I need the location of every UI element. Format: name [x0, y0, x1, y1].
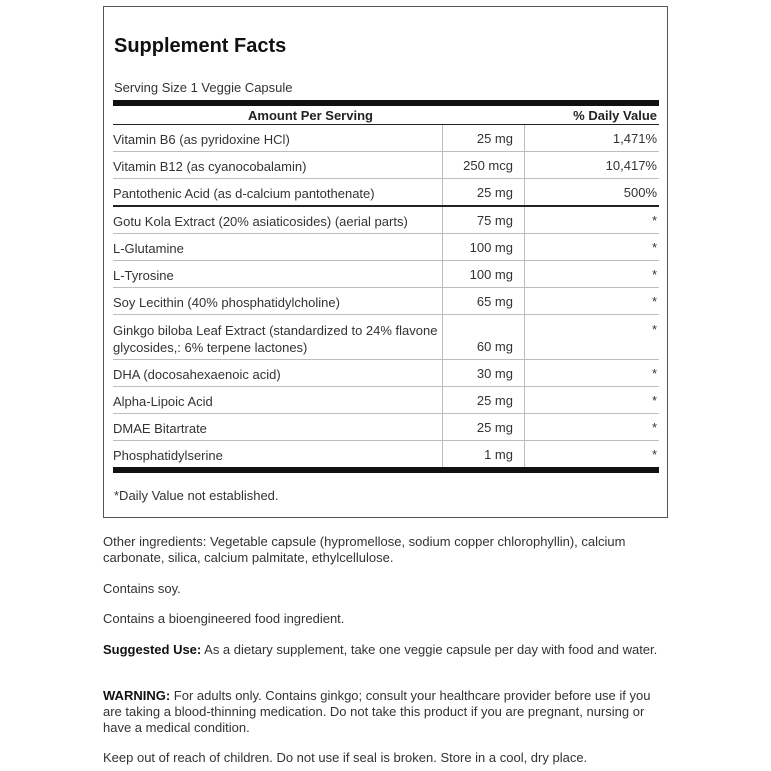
table-row	[113, 179, 659, 205]
ingredient-daily-value: *	[651, 366, 657, 381]
table-row	[113, 288, 659, 314]
ingredient-daily-value: *	[651, 322, 657, 337]
supplement-facts-panel	[103, 6, 668, 518]
ingredient-amount: 75 mg	[476, 213, 513, 228]
ingredient-name: Gotu Kola Extract (20% asiaticosides) (aerial parts)	[113, 214, 408, 229]
suggested-use-label: Suggested Use:	[103, 642, 202, 657]
contains-soy: Contains soy.	[103, 581, 181, 596]
ingredient-amount: 65 mg	[476, 294, 513, 309]
table-row	[113, 315, 659, 359]
table-row	[113, 207, 659, 233]
amount-header: Amount Per Serving	[248, 108, 373, 123]
nutrient-name: Pantothenic Acid (as d-calcium pantothenate)	[113, 186, 375, 201]
ingredient-name: DHA (docosahexaenoic acid)	[113, 367, 281, 382]
ingredient-name: Soy Lecithin (40% phosphatidylcholine)	[113, 295, 340, 310]
warning	[103, 688, 663, 736]
table-row	[113, 414, 659, 440]
nutrient-name: Vitamin B12 (as cyanocobalamin)	[113, 159, 307, 174]
storage-instructions: Keep out of reach of children. Do not use if seal is broken. Store in a cool, dry place.	[103, 750, 588, 765]
nutrient-daily-value: 10,417%	[605, 158, 657, 173]
ingredient-daily-value: *	[651, 267, 657, 282]
ingredient-amount: 25 mg	[476, 420, 513, 435]
nutrient-daily-value: 500%	[623, 185, 657, 200]
nutrient-amount: 250 mcg	[463, 158, 513, 173]
warning-label: WARNING:	[103, 688, 171, 703]
other-ingredients: Other ingredients: Vegetable capsule (hypromellose, sodium copper chlorophyllin), calcium carbonate, silica, calcium palmitate, ethylcellulose.	[103, 534, 626, 565]
ingredient-amount: 60 mg	[476, 339, 513, 354]
daily-value-footnote: *Daily Value not established.	[114, 488, 279, 503]
table-row	[113, 125, 659, 151]
ingredient-daily-value: *	[651, 294, 657, 309]
ingredient-daily-value: *	[651, 393, 657, 408]
ingredient-name: Alpha-Lipoic Acid	[113, 394, 213, 409]
ingredient-daily-value: *	[651, 420, 657, 435]
bottom-thick-rule	[113, 467, 659, 473]
ingredient-amount: 25 mg	[476, 393, 513, 408]
ingredient-name: Phosphatidylserine	[113, 448, 223, 463]
table-row	[113, 387, 659, 413]
table-row	[113, 234, 659, 260]
table-row	[113, 441, 659, 467]
table-row	[113, 152, 659, 178]
ingredient-name: L-Glutamine	[113, 241, 184, 256]
nutrient-amount: 25 mg	[476, 185, 513, 200]
table-row	[113, 261, 659, 287]
ingredient-amount: 30 mg	[476, 366, 513, 381]
ingredient-amount: 100 mg	[469, 240, 513, 255]
ingredient-daily-value: *	[651, 213, 657, 228]
nutrient-name: Vitamin B6 (as pyridoxine HCl)	[113, 132, 290, 147]
table-row	[113, 360, 659, 386]
ingredient-daily-value: *	[651, 447, 657, 462]
nutrient-daily-value: 1,471%	[612, 131, 657, 146]
suggested-use	[103, 642, 663, 658]
ingredient-daily-value: *	[651, 240, 657, 255]
ingredient-amount: 1 mg	[484, 447, 513, 462]
ingredient-name: L-Tyrosine	[113, 268, 174, 283]
daily-value-header: % Daily Value	[573, 108, 657, 123]
suggested-use-text: As a dietary supplement, take one veggie capsule per day with food and water.	[201, 642, 658, 657]
warning-text: For adults only. Contains ginkgo; consult your healthcare provider before use if you are taking a blood-thinning medication. Do not take this product if you are pregnant, nursing or have a medical condition.	[103, 688, 651, 735]
ingredient-amount: 100 mg	[469, 267, 513, 282]
panel-title: Supplement Facts	[114, 35, 287, 57]
ingredient-name: Ginkgo biloba Leaf Extract (standardized to 24% flavone glycosides,: 6% terpene lactones)	[113, 323, 438, 355]
serving-size: Serving Size 1 Veggie Capsule	[114, 80, 293, 95]
ingredient-name: DMAE Bitartrate	[113, 421, 207, 436]
nutrient-amount: 25 mg	[476, 131, 513, 146]
table-header	[113, 106, 659, 124]
bioengineered-notice: Contains a bioengineered food ingredient.	[103, 611, 345, 626]
